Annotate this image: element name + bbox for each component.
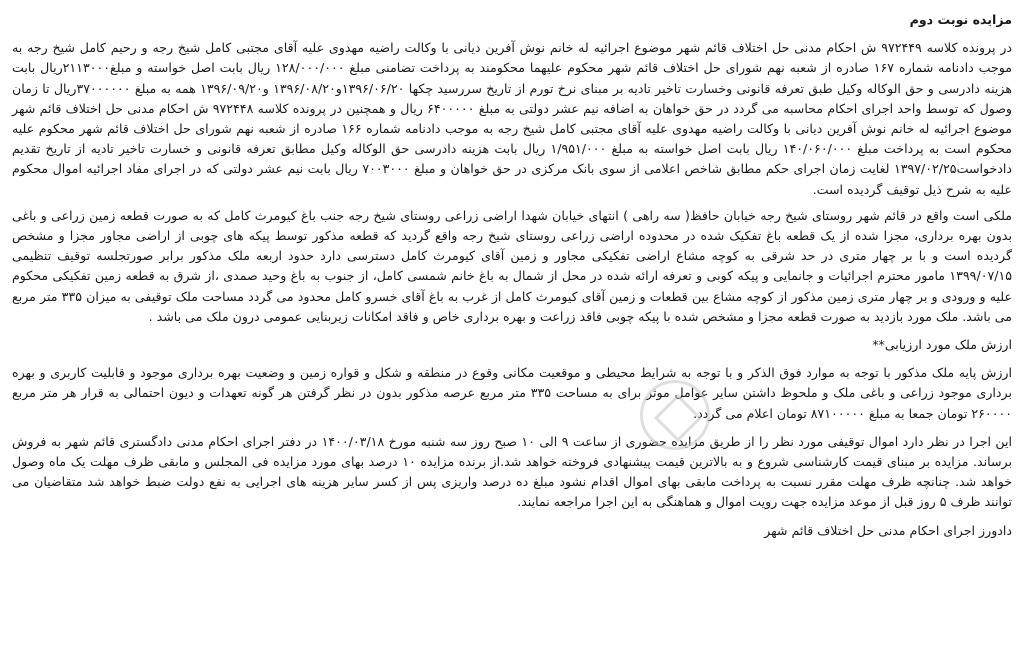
document-title: مزایده نوبت دوم <box>909 12 1012 27</box>
valuation-heading: ارزش ملک مورد ارزیابی** <box>872 337 1012 353</box>
property-description-paragraph: ملکی است واقع در قائم شهر روستای شیخ رجه خیابان حافظ( سه راهی ) انتهای خیابان شهدا اراضی زراعی روستای شیخ رجه جنب باغ کیومرث کامل که به صورت قطعه زمین زراعی و باغی بدون بهره برداری، مجزا شده از یک قطعه باغ تفکیک شده در محدوده اراضی زراعی روستای شیخ رجه واقع گردید که قطعه مذکور توسط پیکه های چوبی از اراضی مجاور مجزا و مشخص گردیده است و با بر چهار متری در حد شرقی به کوچه مشاع اراضی تفکیکی مجاور و زمین آقای کیومرث کامل دسترسی دارد حدود اربعه ملک مذکور برابر صورتجلسه توقیف تنظیمی ۱۳۹۹/۰۷/۱۵ مامور محترم اجرائیات و جانمایی و پیکه کوبی و تعرفه ارائه شده در محل از شمال به باغ خانم شمسی کامل، از جنوب به باغ وحید صمدی ،از شرق به قطعه زمین تفکیکی محکوم علیه و ورودی و بر چهار متری زمین مذکور از کوچه مشاع بین قطعات و زمین آقای کیومرث کامل از غرب به باغ آقای خسرو کامل محدود می گردد مساحت ملک توقیفی به میزان ۳۳۵ متر مربع می باشد. ملک مورد بازدید به صورت قطعه مجزا و مشخص شده با پیکه چوبی فاقد زراعت و بهره برداری خاص و فاقد امکانات زیربنایی عمومی درون ملک می باشد . <box>12 207 1012 324</box>
auction-terms-paragraph: این اجرا در نظر دارد اموال توقیفی مورد نظر را از طریق مزایده حضوری از ساعت ۹ الی ۱۰ صبح روز سه شنبه مورخ ۱۴۰۰/۰۳/۱۸ در دفتر اجرای احکام مدنی دادگستری قائم شهر به فروش برساند. مزایده بر مبنای قیمت کارشناسی شروع و به بالاترین قیمت پیشنهادی فروخته خواهد شد.از برنده مزایده ۱۰ درصد بهای مورد مزایده فی المجلس و مابقی ظرف مهلت یک ماه وصول خواهد شد. چنانچه ظرف مهلت مقرر نسبت به پرداخت مابقی بهای اموال اقدام نشود مبلغ ده درصد واریزی پس از کسر سایر هزینه های اجرایی به نفع دولت ضبط خواهد شد متقاضیان می توانند ظرف ۵ روز قبل از موعد مزایده جهت رویت اموال و هماهنگی به این اجرا مراجعه نمایند. <box>12 433 1013 510</box>
valuation-paragraph: ارزش پایه ملک مذکور با توجه به موارد فوق الذکر و با توجه به شرایط محیطی و موقعیت مکانی وقوع در منطقه و شکل و قواره زمین و وضعیت بهره برداری موجود و قابلیت کاربری و بهره برداری موجود زراعی و باغی ملک و ملحوظ داشتن سایر عوامل موثر برای به مساحت ۳۳۵ متر مربع عرصه مذکور بدون در نظر گرفتن هر گونه تعهدات و دیون احتمالی به قرار هر متر مربع ۲۶۰۰۰۰ تومان جمعا به مبلغ ۸۷۱۰۰۰۰۰ تومان اعلام می گردد. <box>12 365 1012 421</box>
case-details-paragraph: در پرونده کلاسه ۹۷۲۴۴۹ ش احکام مدنی حل اختلاف قائم شهر موضوع اجرائیه له خانم نوش آفرین دیانی با وکالت راضیه مهدوی علیه آقای مجتبی کامل شیخ رجه و رحیم کامل شیخ رجه به موجب دادنامه شماره ۱۶۷ صادره از شعبه نهم شورای حل اختلاف قائم شهر محکوم علیهما محکومند به پرداخت تضامنی مبلغ ۱۲۸/۰۰۰/۰۰۰ ریال بابت اصل خواسته و مبلغ۲۱۱۳۰۰۰ریال بابت هزینه دادرسی و حق الوکاله وکیل طبق تعرفه قانونی وخسارت تاخیر تادیه بر مبنای نرخ تورم از تاریخ سررسید چکها ۱۳۹۶/۰۶/۲۰و۱۳۹۶/۰۸/۲۰ و۱۳۹۶/۰۹/۲۰ همه به مبلغ ۳۷۰۰۰۰۰۰ریال تا زمان وصول که توسط واحد اجرای احکام محاسبه می گردد در حق خواهان به اضافه نیم عشر دولتی به مبلغ ۶۴۰۰۰۰۰ ریال و همچنین در پرونده کلاسه ۹۷۲۴۴۸ ش احکام مدنی حل اختلاف قائم شهر موضوع اجرائیه له خانم نوش آفرین دیانی با وکالت راضیه مهدوی علیه آقای مجتبی کامل شیخ رجه به موجب دادنامه شماره ۱۶۶ صادره از شعبه نهم شورای حل اختلاف قائم شهر محکوم علیه محکوم است به پرداخت مبلغ ۱۴۰/۰۶۰/۰۰۰ ریال بابت اصل خواسته به مبلغ ۱/۹۵۱/۰۰۰ ریال بابت هزینه دادرسی حق الوکاله وکیل مطابق تعرفه قانونی و خسارت تاخیر تادیه از تاریخ تقدیم دادخواست۱۳۹۷/۰۲/۲۵ لغایت زمان اجرای حکم مطابق شاخص اعلامی از سوی بانک مرکزی در حق خواهان و مبلغ ۷۰۰۳۰۰۰ ریال بابت نیم عشر دولتی که در اجرای مفاد اجرائیه اموال محکوم علیه به شرح ذیل توقیف گردیده است. <box>12 40 1013 197</box>
signature-line: دادورز اجرای احکام مدنی حل اختلاف قائم شهر <box>764 522 1012 538</box>
